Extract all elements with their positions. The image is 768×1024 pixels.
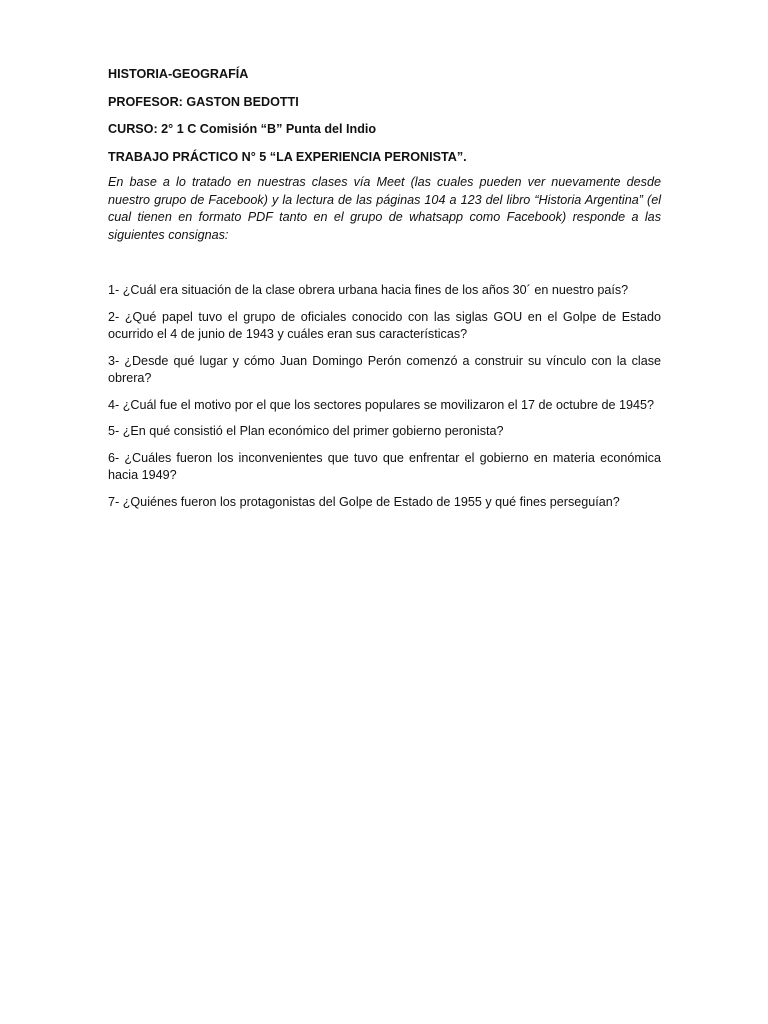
assignment-title: TRABAJO PRÁCTICO N° 5 “LA EXPERIENCIA PERONISTA”. <box>108 149 467 164</box>
question-1: 1- ¿Cuál era situación de la clase obrera urbana hacia fines de los años 30´ en nuestro país? <box>108 283 629 297</box>
subject-heading: HISTORIA-GEOGRAFÍA <box>108 67 249 81</box>
document-body <box>108 66 661 511</box>
question-4: 4- ¿Cuál fue el motivo por el que los sectores populares se movilizaron el 17 de octubre de 1945? <box>108 397 655 412</box>
question-3: 3- ¿Desde qué lugar y cómo Juan Domingo Perón comenzó a construir su vínculo con la clase obrera? <box>108 353 661 385</box>
question-6: 6- ¿Cuáles fueron los inconvenientes que tuvo que enfrentar el gobierno en materia económica hacia 1949? <box>108 450 661 482</box>
course-heading: CURSO: 2° 1 C Comisión “B” Punta del Indio <box>108 122 377 136</box>
teacher-heading: PROFESOR: GASTON BEDOTTI <box>108 94 299 109</box>
question-2: 2- ¿Qué papel tuvo el grupo de oficiales conocido con las siglas GOU en el Golpe de Estado ocurrido el 4 de junio de 1943 y cuáles eran sus características? <box>108 309 661 341</box>
question-7: 7- ¿Quiénes fueron los protagonistas del Golpe de Estado de 1955 y qué fines perseguían? <box>108 494 620 509</box>
question-5: 5- ¿En qué consistió el Plan económico del primer gobierno peronista? <box>108 424 504 438</box>
intro-paragraph: En base a lo tratado en nuestras clases vía Meet (las cuales pueden ver nuevamente desde nuestro grupo de Facebook) y la lectura de las páginas 104 a 123 del libro “Historia Argentina” (el cual tienen en formato PDF tanto en el grupo de whatsapp como Facebook) responde a las siguientes consignas: <box>108 175 661 242</box>
